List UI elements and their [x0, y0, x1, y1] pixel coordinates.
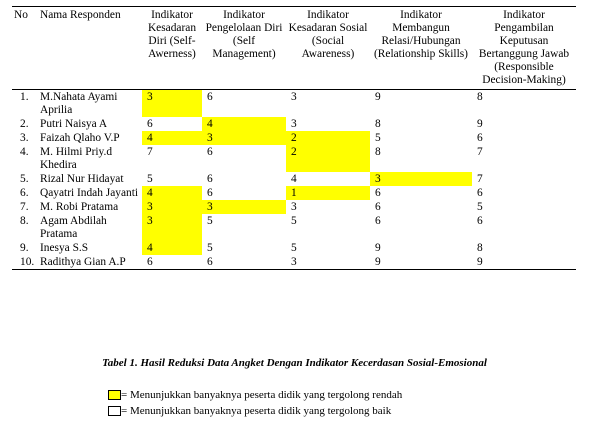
cell-self-awareness: 3	[142, 90, 202, 118]
cell-self-awareness: 3	[142, 214, 202, 241]
cell-no: 8.	[20, 215, 29, 227]
header-relationship-skills: Indikator Membangun Relasi/Hubungan (Relationship Skills)	[370, 7, 472, 90]
cell-social-awareness: 3	[291, 91, 297, 103]
header-decision-making: Indikator Pengambilan Keputusan Bertanggung Jawab (Responsible Decision-Making)	[472, 7, 576, 90]
cell-social-awareness: 5	[291, 242, 297, 254]
cell-self-awareness: 4	[142, 241, 202, 255]
cell-no: 2.	[20, 118, 29, 130]
cell-self-management: 6	[207, 146, 213, 158]
cell-decision-making: 6	[477, 132, 483, 144]
cell-name: Inesya S.S	[40, 242, 89, 254]
white-legend-swatch	[108, 406, 121, 416]
cell-name: Rizal Nur Hidayat	[40, 173, 124, 185]
table-row	[12, 145, 576, 172]
cell-relationship-skills: 9	[375, 242, 381, 254]
cell-name: Qayatri Indah Jayanti	[40, 187, 139, 199]
cell-self-awareness: 4	[142, 131, 202, 145]
cell-self-management: 4	[202, 117, 286, 131]
data-table	[12, 6, 576, 270]
cell-relationship-skills: 9	[375, 91, 381, 103]
cell-social-awareness: 3	[286, 255, 370, 270]
cell-self-management: 6	[207, 173, 213, 185]
cell-no: 1.	[20, 91, 29, 103]
cell-name: Faizah Qlaho V.P	[40, 132, 120, 144]
cell-no: 6.	[20, 187, 29, 199]
cell-name: M. Robi Pratama	[40, 201, 119, 213]
cell-self-awareness: 3	[142, 200, 202, 214]
cell-social-awareness: 2	[286, 145, 370, 172]
cell-decision-making: 5	[477, 201, 483, 213]
header-nama-responden: Nama Responden	[38, 7, 142, 90]
cell-decision-making: 6	[477, 187, 483, 199]
header-self-management: Indikator Pengelolaan Diri (Self Management)	[202, 7, 286, 90]
cell-relationship-skills: 6	[375, 201, 381, 213]
cell-self-management: 6	[207, 187, 213, 199]
cell-relationship-skills: 8	[375, 118, 381, 130]
cell-self-awareness: 6	[147, 118, 153, 130]
table-body	[12, 90, 576, 270]
table-caption: Tabel 1. Hasil Reduksi Data Angket Dengan Indikator Kecerdasan Sosial-Emosional	[102, 357, 487, 369]
header-social-awareness: Indikator Kesadaran Sosial (Social Awareness)	[286, 7, 370, 90]
cell-relationship-skills: 6	[375, 187, 381, 199]
cell-social-awareness: 5	[291, 215, 297, 227]
table-row	[12, 255, 576, 270]
cell-relationship-skills: 6	[375, 215, 381, 227]
table-row	[12, 117, 576, 131]
cell-self-management: 6	[202, 255, 286, 270]
cell-no: 5.	[20, 173, 29, 185]
cell-decision-making: 6	[477, 215, 483, 227]
cell-self-awareness: 7	[147, 146, 153, 158]
cell-decision-making: 7	[477, 173, 483, 185]
cell-self-management: 5	[207, 242, 213, 254]
cell-self-management: 3	[202, 200, 286, 214]
cell-relationship-skills: 3	[370, 172, 472, 186]
table-row	[12, 131, 576, 145]
yellow-legend-swatch	[108, 390, 121, 400]
cell-name: Putri Naisya A	[40, 118, 108, 130]
cell-name: M.Nahata Ayami Aprilia	[40, 91, 118, 116]
cell-name: Radithya Gian A.P	[38, 255, 142, 270]
table-row	[12, 214, 576, 241]
cell-self-awareness: 4	[142, 186, 202, 200]
cell-social-awareness: 2	[286, 131, 370, 145]
legend-item-low	[108, 389, 402, 401]
legend-text-low: = Menunjukkan banyaknya peserta didik yang tergolong rendah	[121, 389, 403, 401]
cell-social-awareness: 1	[286, 186, 370, 200]
table-row	[12, 200, 576, 214]
cell-self-awareness: 5	[147, 173, 153, 185]
header-self-awareness: Indikator Kesadaran Diri (Self-Awerness)	[142, 7, 202, 90]
cell-name: M. Hilmi Priy.d Khedira	[40, 146, 113, 171]
table-row	[12, 90, 576, 118]
cell-self-management: 5	[207, 215, 213, 227]
cell-social-awareness: 3	[291, 201, 297, 213]
cell-name: Agam Abdilah Pratama	[40, 215, 107, 240]
cell-relationship-skills: 5	[375, 132, 381, 144]
legend-text-good: = Menunjukkan banyaknya peserta didik yang tergolong baik	[121, 405, 392, 417]
table-row	[12, 172, 576, 186]
table-row	[12, 186, 576, 200]
cell-self-awareness: 6	[142, 255, 202, 270]
table-row	[12, 241, 576, 255]
legend-item-good	[108, 405, 391, 417]
table-header-row	[12, 7, 576, 90]
cell-self-management: 6	[207, 91, 213, 103]
cell-no: 9.	[20, 242, 29, 254]
cell-no: 7.	[20, 201, 29, 213]
cell-relationship-skills: 9	[370, 255, 472, 270]
cell-social-awareness: 3	[291, 118, 297, 130]
cell-decision-making: 9	[477, 118, 483, 130]
cell-decision-making: 8	[477, 242, 483, 254]
cell-no: 3.	[20, 132, 29, 144]
cell-decision-making: 8	[477, 91, 483, 103]
cell-decision-making: 9	[472, 255, 576, 270]
cell-relationship-skills: 8	[375, 146, 381, 158]
cell-self-management: 3	[202, 131, 286, 145]
header-no: No	[12, 7, 38, 90]
cell-decision-making: 7	[477, 146, 483, 158]
cell-social-awareness: 4	[291, 173, 297, 185]
cell-no: 10.	[12, 255, 38, 270]
cell-no: 4.	[20, 146, 29, 158]
